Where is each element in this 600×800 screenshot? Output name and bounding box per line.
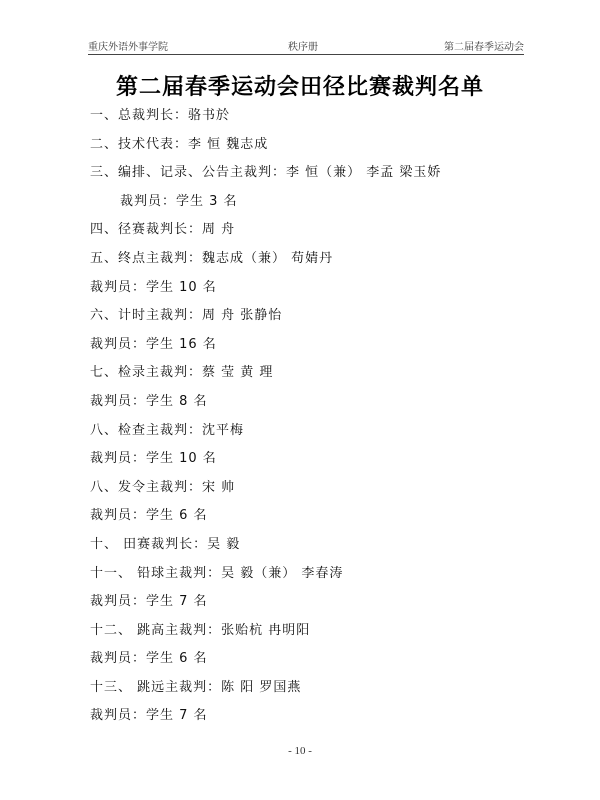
- list-item: 五、终点主裁判：魏志成（兼） 苟婧丹: [90, 250, 334, 266]
- list-item: 一、总裁判长：骆书於: [90, 108, 231, 123]
- list-item: 七、检录主裁判：蔡 莹 黄 理: [90, 365, 274, 381]
- list-item: 二、技术代表：李 恒 魏志成: [90, 136, 269, 152]
- list-item: 十三、 跳远主裁判：陈 阳 罗国燕: [90, 679, 302, 695]
- list-item: 裁判员：学生 8 名: [90, 393, 208, 409]
- header-booklet-name: 秩序册: [288, 42, 318, 53]
- list-item: 三、编排、记录、公告主裁判：李 恒（兼） 李孟 梁玉娇: [90, 165, 442, 181]
- list-item: 裁判员：学生 6 名: [90, 508, 208, 524]
- list-item: 裁判员：学生 16 名: [90, 336, 217, 352]
- list-item: 裁判员：学生 7 名: [90, 594, 208, 610]
- list-item: 六、计时主裁判：周 舟 张静怡: [90, 308, 283, 324]
- list-item: 十、 田赛裁判长：吴 毅: [90, 536, 241, 552]
- header-event-name: 第二届春季运动会: [444, 42, 524, 53]
- list-item: 四、径赛裁判长：周 舟: [90, 222, 236, 238]
- list-item: 裁判员：学生 6 名: [90, 651, 208, 667]
- list-item: 八、发令主裁判：宋 帅: [90, 479, 236, 495]
- header-school-name: 重庆外语外事学院: [88, 42, 168, 53]
- list-item: 裁判员：学生 10 名: [90, 451, 217, 467]
- list-item: 十一、 铅球主裁判：吴 毅（兼） 李春涛: [90, 565, 344, 581]
- page-number: - 10 -: [288, 745, 312, 757]
- list-item: 裁判员：学生 3 名: [120, 193, 238, 209]
- document-title: 第二届春季运动会田径比赛裁判名单: [115, 75, 484, 100]
- referee-list: [90, 102, 530, 731]
- list-item: 裁判员：学生 10 名: [90, 279, 217, 295]
- page-header: [88, 36, 524, 55]
- list-item: 十二、 跳高主裁判：张贻杭 冉明阳: [90, 622, 311, 638]
- list-item: 裁判员：学生 7 名: [90, 708, 208, 724]
- list-item: 八、检查主裁判：沈平梅: [90, 422, 245, 438]
